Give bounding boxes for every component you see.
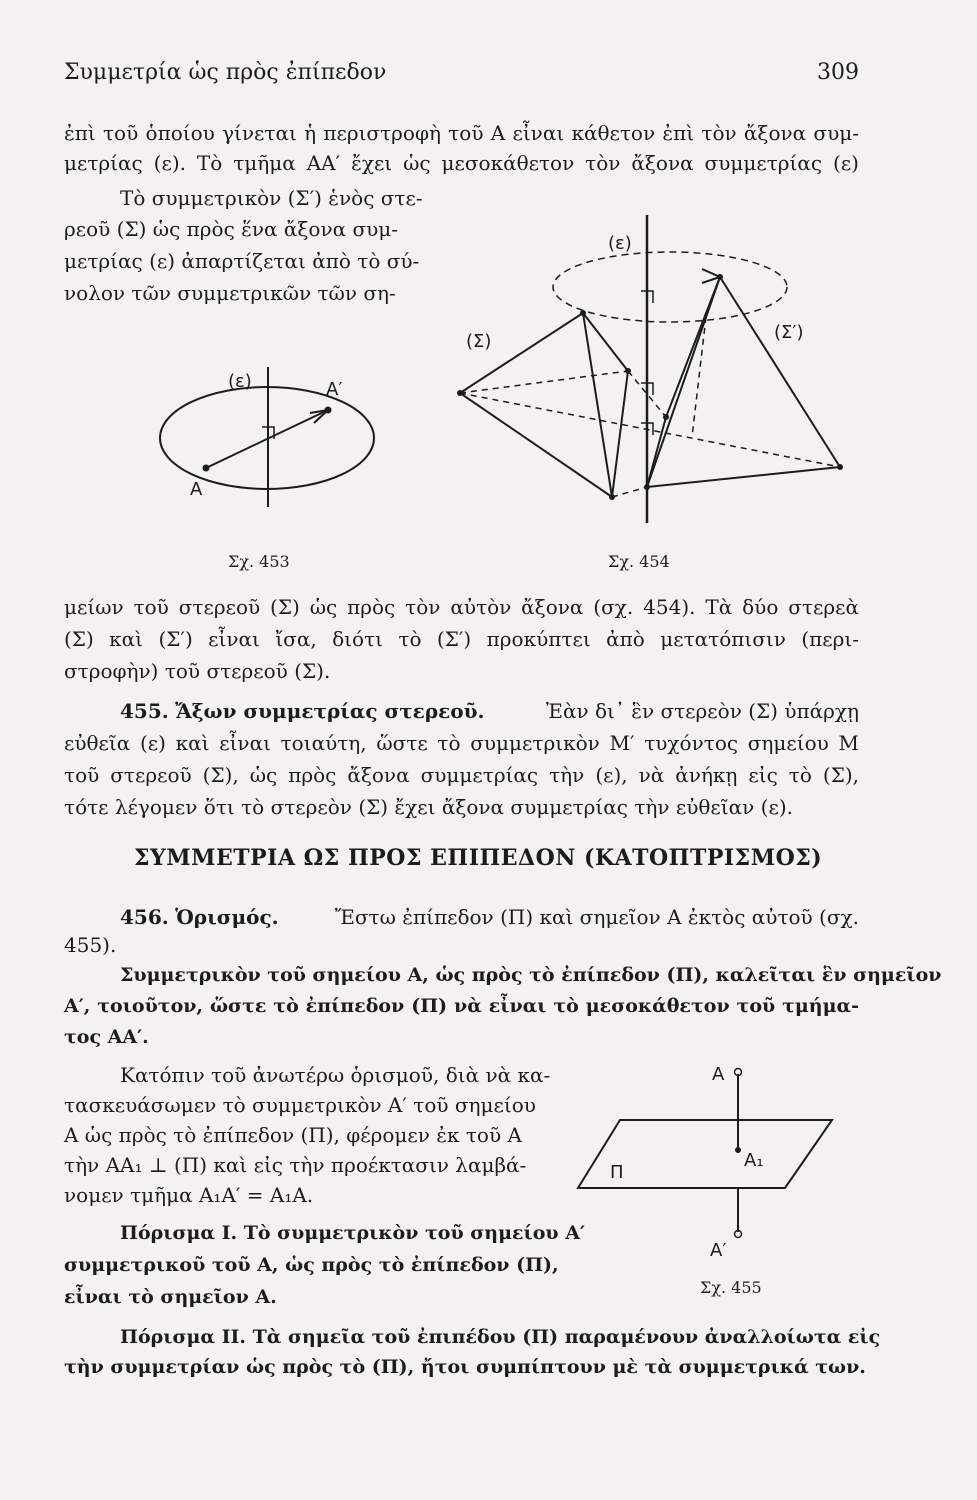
intro-line-1: ἐπὶ τοῦ ὁποίου γίνεται ἡ περιστροφὴ τοῦ Α εἶναι κάθετον ἐπὶ τὸν ἄξονα συμ- xyxy=(64,121,859,145)
symmetry-line-3 xyxy=(612,487,647,497)
solid-line-4: νολον τῶν συμμετρικῶν τῶν ση- xyxy=(64,281,396,305)
construction-line-4: τὴν ΑΑ₁ ⊥ (Π) καὶ εἰς τὴν προέκτασιν λαμβά- xyxy=(64,1153,527,1177)
figure-453-caption: Σχ. 453 xyxy=(228,552,290,571)
figure-453 xyxy=(150,355,380,525)
vertex xyxy=(457,390,463,396)
section-455-title: Ἄξων συμμετρίας στερεοῦ. xyxy=(175,699,485,723)
figure-455-caption: Σχ. 455 xyxy=(700,1278,762,1297)
section-455-first-line xyxy=(120,696,859,726)
symmetry-line-1 xyxy=(460,393,840,467)
figure-454-caption: Σχ. 454 xyxy=(608,552,670,571)
solid-sigma-prime-edge xyxy=(647,277,720,487)
vertex xyxy=(663,414,669,420)
intro-line-2: μετρίας (ε). Τὸ τμῆμα ΑΑ′ ἔχει ὡς μεσοκάθετον τὸν ἄξονα συμμετρίας (ε) xyxy=(64,151,859,175)
vertex xyxy=(609,494,615,500)
label-pi: Π xyxy=(610,1162,624,1183)
label-sigma-prime: (Σ′) xyxy=(774,322,804,343)
solid-line-2: ρεοῦ (Σ) ὡς πρὸς ἕνα ἄξονα συμ- xyxy=(64,217,399,241)
point-a1 xyxy=(735,1147,741,1153)
page-number: 309 xyxy=(817,60,859,85)
after-figures-line-1: μείων τοῦ στερεοῦ (Σ) ὡς πρὸς τὸν αὐτὸν ἄξονα (σχ. 454). Τὰ δύο στερεὰ xyxy=(64,595,859,619)
construction-line-1: Κατόπιν τοῦ ἀνωτέρω ὁρισμοῦ, διὰ νὰ κα- xyxy=(120,1063,551,1087)
definition-line-3: τος ΑΑ′. xyxy=(64,1026,149,1048)
after-figures-line-2: (Σ) καὶ (Σ′) εἶναι ἴσα, διότι τὸ (Σ′) προκύπτει ἀπὸ μετατόπισιν (περι- xyxy=(64,627,859,651)
corollary-1-line-2: συμμετρικοῦ τοῦ Α, ὡς πρὸς τὸ ἐπίπεδον (Π), xyxy=(64,1254,559,1276)
definition-line-2: Α′, τοιοῦτον, ὥστε τὸ ἐπίπεδον (Π) νὰ εἶναι τὸ μεσοκάθετον τοῦ τμήμα- xyxy=(64,995,859,1017)
label-a1: Α₁ xyxy=(744,1150,764,1171)
after-figures-line-3: στροφὴν) τοῦ στερεοῦ (Σ). xyxy=(64,659,331,683)
section-455-line-2: εὐθεῖα (ε) καὶ εἶναι τοιαύτη, ὥστε τὸ συμμετρικὸν Μ′ τυχόντος σημείου Μ xyxy=(64,731,859,755)
solid-line-3: μετρίας (ε) ἀπαρτίζεται ἀπὸ τὸ σύ- xyxy=(64,249,420,273)
solid-sigma-edge xyxy=(583,313,612,497)
rotation-path-ellipse xyxy=(553,252,787,322)
vertex xyxy=(644,484,650,490)
vertex xyxy=(580,310,586,316)
section-456-title: Ὁρισμός. xyxy=(175,905,279,929)
corollary-1-line-3: εἶναι τὸ σημεῖον Α. xyxy=(64,1286,277,1308)
figure-454 xyxy=(440,205,860,540)
definition-line-1: Συμμετρικὸν τοῦ σημείου Α, ὡς πρὸς τὸ ἐπίπεδον (Π), καλεῖται ἓν σημεῖον xyxy=(120,964,942,986)
section-455-line-1: Ἐὰν δι᾽ ἓν στερεὸν (Σ) ὑπάρχῃ xyxy=(545,699,859,723)
figure-455 xyxy=(570,1060,840,1275)
solid-sigma-hidden-edge xyxy=(460,371,628,393)
label-a-prime: Α′ xyxy=(710,1240,727,1261)
corollary-1-line-1: Πόρισμα Ι. Τὸ συμμετρικὸν τοῦ σημείου Α′ xyxy=(120,1222,585,1244)
label-e: (ε) xyxy=(228,371,252,392)
section-456-line-1: Ἔστω ἐπίπεδον (Π) καὶ σημεῖον Α ἐκτὸς αὐτοῦ (σχ. xyxy=(334,905,859,929)
running-header xyxy=(64,60,859,94)
label-a: Α xyxy=(190,479,203,500)
construction-line-3: Α ὡς πρὸς τὸ ἐπίπεδον (Π), φέρομεν ἐκ τοῦ Α xyxy=(64,1123,522,1147)
solid-line-1: Τὸ συμμετρικὸν (Σ′) ἑνὸς στε- xyxy=(120,186,423,210)
section-456-number: 456. xyxy=(120,905,169,929)
label-sigma: (Σ) xyxy=(466,331,492,352)
vertex xyxy=(837,464,843,470)
corollary-2-line-1: Πόρισμα ΙΙ. Τὰ σημεῖα τοῦ ἐπιπέδου (Π) παραμένουν ἀναλλοίωτα εἰς xyxy=(120,1326,881,1348)
section-heading: ΣΥΜΜΕΤΡΙΑ ΩΣ ΠΡΟΣ ΕΠΙΠΕΔΟΝ (ΚΑΤΟΠΤΡΙΣΜΟΣ) xyxy=(134,845,823,871)
section-456-line-2: 455). xyxy=(64,933,117,957)
label-e: (ε) xyxy=(608,233,632,254)
section-455-line-3: τοῦ στερεοῦ (Σ), ὡς πρὸς ἄξονα συμμετρίας τὴν (ε), νὰ ἀνήκῃ εἰς τὸ (Σ), xyxy=(64,763,859,787)
section-455-number: 455. xyxy=(120,699,169,723)
section-455-line-4: τότε λέγομεν ὅτι τὸ στερεὸν (Σ) ἔχει ἄξονα συμμετρίας τὴν εὐθεῖαν (ε). xyxy=(64,795,793,819)
vertex xyxy=(625,368,631,374)
section-456-first-line xyxy=(120,902,859,932)
solid-sigma-prime xyxy=(647,277,840,487)
label-a-prime: Α′ xyxy=(326,379,343,400)
running-title: Συμμετρία ὡς πρὸς ἐπίπεδον xyxy=(64,60,387,85)
construction-line-2: τασκευάσωμεν τὸ συμμετρικὸν Α′ τοῦ σημείου xyxy=(64,1093,536,1117)
construction-line-5: νομεν τμῆμα Α₁Α′ = Α₁Α. xyxy=(64,1183,314,1207)
label-a: Α xyxy=(712,1064,725,1085)
vertex xyxy=(717,274,723,280)
corollary-2-line-2: τὴν συμμετρίαν ὡς πρὸς τὸ (Π), ἤτοι συμπίπτουν μὲ τὰ συμμετρικά των. xyxy=(64,1356,866,1378)
point-a xyxy=(203,465,210,472)
